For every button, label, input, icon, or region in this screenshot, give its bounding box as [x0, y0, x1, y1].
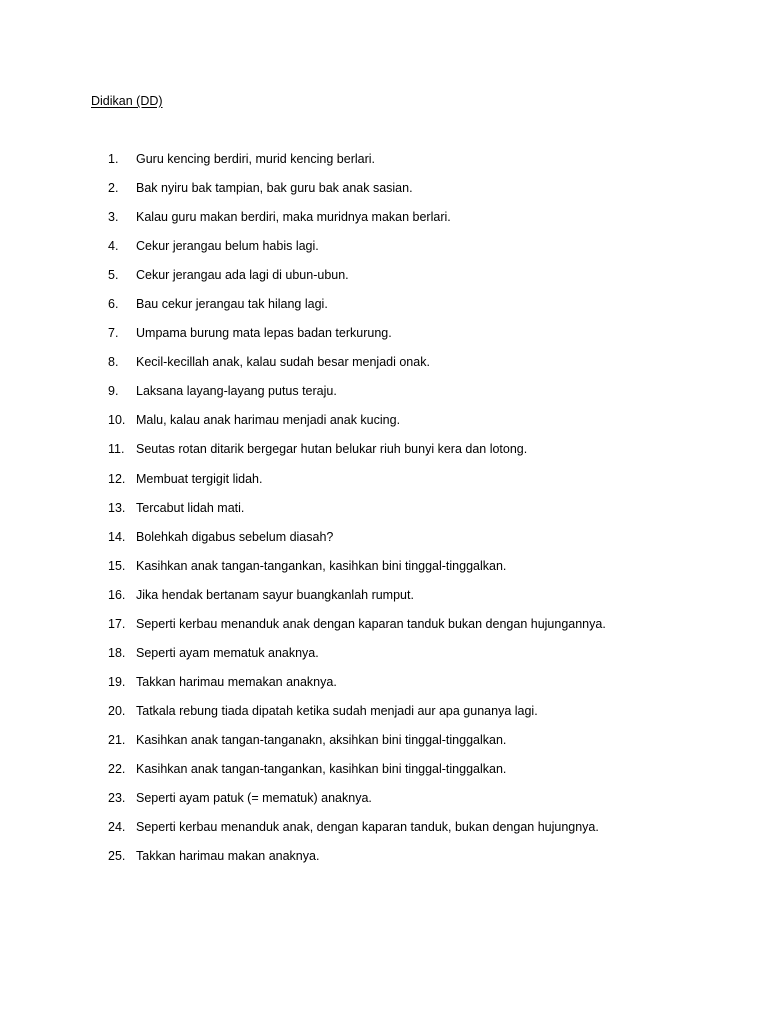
list-item-text: Kasihkan anak tangan-tanganakn, aksihkan bini tinggal-tinggalkan. — [136, 732, 507, 747]
list-item-number: 15. — [108, 558, 126, 573]
list-item-number: 1. — [108, 152, 119, 166]
list-item-number: 5. — [108, 268, 119, 283]
list-item-number: 13. — [108, 500, 126, 515]
list-item-number: 23. — [108, 791, 126, 806]
list-item-text: Laksana layang-layang putus teraju. — [136, 384, 337, 399]
list-item — [0, 354, 768, 383]
list-item — [0, 441, 768, 470]
list-item-text: Cekur jerangau ada lagi di ubun-ubun. — [136, 268, 349, 283]
list-item-number: 11. — [108, 442, 125, 457]
list-item — [0, 674, 768, 703]
list-item — [0, 703, 768, 732]
list-item-text: Umpama burung mata lepas badan terkurung. — [136, 326, 392, 341]
list-item-text: Takkan harimau makan anaknya. — [136, 849, 320, 864]
list-item — [0, 238, 768, 267]
list-item — [0, 616, 768, 645]
list-item-text: Malu, kalau anak harimau menjadi anak kucing. — [136, 413, 401, 428]
list-item — [0, 180, 768, 209]
document-title: Didikan (DD) — [91, 94, 163, 108]
list-item-text: Jika hendak bertanam sayur buangkanlah rumput. — [136, 587, 414, 602]
list-item-number: 2. — [108, 181, 119, 196]
list-item — [0, 151, 768, 180]
list-item-number: 17. — [108, 616, 126, 631]
list-item-text: Membuat tergigit lidah. — [136, 471, 263, 486]
list-item-text: Seperti kerbau menanduk anak dengan kaparan tanduk bukan dengan hujungannya. — [136, 616, 606, 631]
list-item-text: Bak nyiru bak tampian, bak guru bak anak sasian. — [136, 181, 413, 196]
list-item-number: 10. — [108, 413, 126, 428]
list-item — [0, 790, 768, 819]
list-item — [0, 500, 768, 529]
list-item-number: 12. — [108, 471, 126, 486]
list-item — [0, 732, 768, 761]
list-item-number: 20. — [108, 703, 126, 718]
list-item-text: Cekur jerangau belum habis lagi. — [136, 239, 319, 254]
list-item-number: 24. — [108, 820, 126, 835]
list-item-text: Tercabut lidah mati. — [136, 500, 245, 515]
list-item — [0, 471, 768, 500]
list-item-text: Seperti ayam mematuk anaknya. — [136, 645, 319, 660]
list-item-number: 16. — [108, 587, 126, 602]
list-item — [0, 558, 768, 587]
list-item — [0, 296, 768, 325]
list-item-number: 19. — [108, 674, 126, 689]
list-item — [0, 209, 768, 238]
list-item-number: 9. — [108, 384, 119, 399]
list-item-number: 4. — [108, 239, 119, 254]
list-item — [0, 848, 768, 877]
list-item-text: Seutas rotan ditarik bergegar hutan belukar riuh bunyi kera dan lotong. — [136, 442, 528, 457]
list-item-number: 25. — [108, 849, 126, 864]
list-item-text: Kasihkan anak tangan-tangankan, kasihkan bini tinggal-tinggalkan. — [136, 558, 507, 573]
list-item-number: 8. — [108, 355, 119, 370]
list-item-number: 18. — [108, 645, 126, 660]
list-item — [0, 587, 768, 616]
list-item-text: Kalau guru makan berdiri, maka muridnya makan berlari. — [136, 210, 451, 225]
list-item-text: Takkan harimau memakan anaknya. — [136, 674, 337, 689]
list-item-text: Guru kencing berdiri, murid kencing berlari. — [136, 152, 375, 166]
list-item-text: Bau cekur jerangau tak hilang lagi. — [136, 297, 328, 312]
list-item — [0, 383, 768, 412]
list-item-number: 22. — [108, 761, 126, 776]
list-item-number: 3. — [108, 210, 119, 225]
list-item-number: 6. — [108, 297, 119, 312]
list-item-text: Kecil-kecillah anak, kalau sudah besar menjadi onak. — [136, 355, 430, 370]
list-item-number: 7. — [108, 326, 119, 341]
list-item-text: Bolehkah digabus sebelum diasah? — [136, 529, 334, 544]
list-item-text: Kasihkan anak tangan-tangankan, kasihkan bini tinggal-tinggalkan. — [136, 761, 507, 776]
list-item — [0, 761, 768, 790]
list-item — [0, 645, 768, 674]
list-item — [0, 819, 768, 848]
list-item — [0, 412, 768, 441]
list-item-number: 14. — [108, 529, 126, 544]
proverb-list — [0, 151, 768, 877]
list-item-text: Tatkala rebung tiada dipatah ketika sudah menjadi aur apa gunanya lagi. — [136, 703, 538, 718]
list-item-text: Seperti kerbau menanduk anak, dengan kaparan tanduk, bukan dengan hujungnya. — [136, 820, 599, 835]
list-item — [0, 325, 768, 354]
list-item — [0, 529, 768, 558]
list-item — [0, 267, 768, 296]
list-item-number: 21. — [108, 732, 126, 747]
list-item-text: Seperti ayam patuk (= mematuk) anaknya. — [136, 791, 372, 806]
